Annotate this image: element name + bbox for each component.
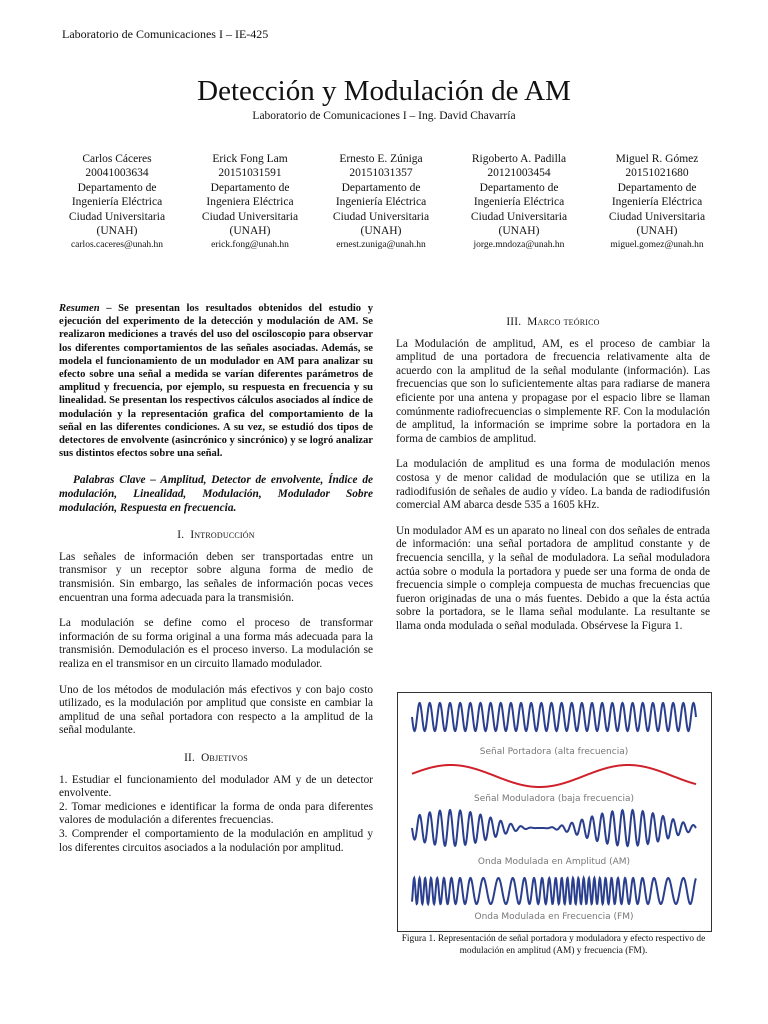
author-name: Ernesto E. Zúniga	[339, 153, 423, 165]
abstract	[59, 302, 373, 460]
objective-item: 2. Tomar mediciones e identificar la forma de onda para diferentes valores de modulación a diferentes frecuencias.	[59, 800, 373, 827]
section-heading-objectives	[59, 752, 373, 766]
intro-paragraph: Uno de los métodos de modulación más efectivos y con bajo costo utilizado, es la modulación por amplitud que consiste en cambiar la amplitud de una señal portadora con respecto a la amplitud de la señal modulante.	[59, 683, 373, 737]
author-dept: Ingeniera Eléctrica	[206, 196, 294, 209]
author-id: 20151021680	[625, 167, 689, 180]
theory-paragraph: La Modulación de amplitud, AM, es el proceso de cambiar la amplitud de una portadora de frecuencia relativamente alta de acuerdo con la amplitud de la señal modulante (información). Las frecuencias que son lo suficientemente altas para radiarse de manera eficiente por una antena y propagase por el espacio libre se llaman comúnmente radiofrecuencias o simplemente RF. Con la modulación de amplitud, la información se imprime sobre la portadora en la forma de cambios de amplitud.	[396, 337, 710, 445]
fm-wave	[412, 878, 696, 904]
running-header: Laboratorio de Comunicaciones I – IE-425	[62, 27, 269, 41]
author-1	[44, 152, 190, 253]
modulation-figure	[398, 693, 711, 931]
author-org: (UNAH)	[498, 225, 540, 238]
am-wave	[412, 810, 696, 846]
modulating-label: Señal Moduladora (baja frecuencia)	[473, 794, 635, 804]
author-4	[446, 152, 592, 253]
abstract-text: – Se presentan los resultados obtenidos del estudio y ejecución del experimento de la detección y modulación de AM. Se realizaron mediciones a través del uso del osciloscopio para observar los diferentes comportamientos de las señales asociadas. Además, se modela el funcionamiento de un modulador en AM para analizar su efecto sobre una señal a medida se varían diferentes parámetros de amplitud y frecuencia, por ejemplo, su respuesta en frecuencia y su linealidad. Se presentan los respectivos cálculos asociados al índice de modulación y la representación grafica del comportamiento de la señal en las diferentes condiciones. A su vez, se estudió dos tipos de detectores de envolvente (asincrónico y sincrónico) y se logró analizar sus distintos efectos sobre una señal.	[59, 303, 373, 460]
author-5	[584, 152, 730, 253]
section-heading-intro	[59, 529, 373, 543]
figure-caption: Figura 1. Representación de señal portadora y moduladora y efecto respectivo de modulación en amplitud (AM) y frecuencia (FM).	[401, 934, 706, 956]
author-dept: Departamento de	[77, 181, 157, 194]
author-name: Carlos Cáceres	[82, 153, 152, 165]
carrier-label: Señal Portadora (alta frecuencia)	[479, 747, 629, 757]
author-city: Ciudad Universitaria	[68, 210, 166, 223]
author-dept: Ingeniería Eléctrica	[335, 196, 427, 209]
fm-label: Onda Modulada en Frecuencia (FM)	[474, 912, 634, 922]
objective-item: 1. Estudiar el funcionamiento del modulador AM y de un detector envolvente.	[59, 773, 373, 800]
theory-paragraph: La modulación de amplitud es una forma de modulación menos costosa y de menor calidad de modulación que se utiliza en la radiodifusión de señales de audio y vídeo. La banda de radiodifusión comercial AM abarca desde 535 a 1605 kHz.	[396, 458, 710, 512]
author-dept: Ingeniería Eléctrica	[71, 196, 163, 209]
paper-subtitle: Laboratorio de Comunicaciones I – Ing. David Chavarría	[252, 110, 516, 122]
left-column	[59, 302, 373, 855]
section-title: Introducción	[190, 529, 255, 542]
right-column	[396, 302, 710, 645]
paper-title: Detección y Modulación de AM	[197, 75, 571, 107]
author-id: 20121003454	[487, 167, 551, 180]
keywords: Palabras Clave – Amplitud, Detector de envolvente, Índice de modulación, Linealidad, Modulación, Modulador Sobre modulación, Respuesta en frecuencia.	[59, 474, 373, 514]
author-email[interactable]: jorge.mndoza@unah.hn	[473, 240, 565, 251]
author-dept: Departamento de	[617, 181, 697, 194]
intro-paragraph: La modulación se define como el proceso de transformar información de su forma original a una forma más adecuada para la transmisión. Demodulación es el proceso inverso. La modulación se realiza en el transmisor en un circuito llamado modulador.	[59, 617, 373, 670]
author-city: Ciudad Universitaria	[608, 210, 706, 223]
section-title: Objetivos	[201, 751, 248, 764]
section-number: II.	[184, 751, 196, 764]
author-id: 20151031357	[349, 167, 413, 180]
author-name: Erick Fong Lam	[212, 153, 288, 165]
author-org: (UNAH)	[96, 225, 138, 238]
am-label: Onda Modulada en Amplitud (AM)	[477, 857, 631, 867]
author-dept: Ingeniería Eléctrica	[611, 196, 703, 209]
author-email[interactable]: miguel.gomez@unah.hn	[610, 240, 704, 251]
author-org: (UNAH)	[360, 225, 402, 238]
author-dept: Departamento de	[479, 181, 559, 194]
author-org: (UNAH)	[229, 225, 271, 238]
author-2	[177, 152, 323, 253]
author-city: Ciudad Universitaria	[332, 210, 430, 223]
author-org: (UNAH)	[636, 225, 678, 238]
author-name: Rigoberto A. Padilla	[471, 153, 567, 165]
author-city: Ciudad Universitaria	[470, 210, 568, 223]
figure-1	[397, 692, 712, 932]
author-id: 20151031591	[218, 167, 282, 180]
author-name: Miguel R. Gómez	[615, 153, 699, 165]
author-dept: Ingeniería Eléctrica	[473, 196, 565, 209]
section-number: I.	[177, 529, 185, 542]
author-3	[308, 152, 454, 253]
author-email[interactable]: carlos.caceres@unah.hn	[70, 240, 164, 251]
author-email[interactable]: erick.fong@unah.hn	[211, 240, 289, 251]
author-dept: Departamento de	[341, 181, 421, 194]
carrier-wave	[412, 703, 696, 731]
author-email[interactable]: ernest.zuniga@unah.hn	[336, 240, 426, 251]
intro-paragraph: Las señales de información deben ser transportadas entre un transmisor y un receptor sobre alguna forma de medio de transmisión. Sin embargo, las señales de información pocas veces encuentran una forma adecuada para la transmisión.	[59, 550, 373, 604]
objective-item: 3. Comprender el comportamiento de la modulación en amplitud y los diferentes circuitos asociados a la nodulación por amplitud.	[59, 827, 373, 854]
section-title: Marco teórico	[527, 316, 600, 328]
abstract-label: Resumen	[59, 303, 100, 314]
author-city: Ciudad Universitaria	[201, 210, 299, 223]
section-number: III.	[506, 316, 522, 328]
author-id: 20041003634	[85, 167, 149, 180]
author-block	[44, 152, 734, 262]
theory-paragraph: Un modulador AM es un aparato no lineal con dos señales de entrada de información: una señal portadora de amplitud constante y de frecuencia sencilla, y la señal de moduladora. La señal moduladora actúa sobre o modula la portadora y puede ser una forma de onda de frecuencia simple o compleja compuesta de muchas frecuencias que fueron originadas de una o más fuentes. Debido a que la ésta actúa sobre la portadora, se le llama señal modulante. La resultante se llama onda modulada o señal modulada. Obsérvese la Figura 1.	[396, 524, 710, 632]
author-dept: Departamento de	[210, 181, 290, 194]
modulating-wave	[412, 765, 696, 787]
section-heading-theory	[396, 316, 710, 330]
